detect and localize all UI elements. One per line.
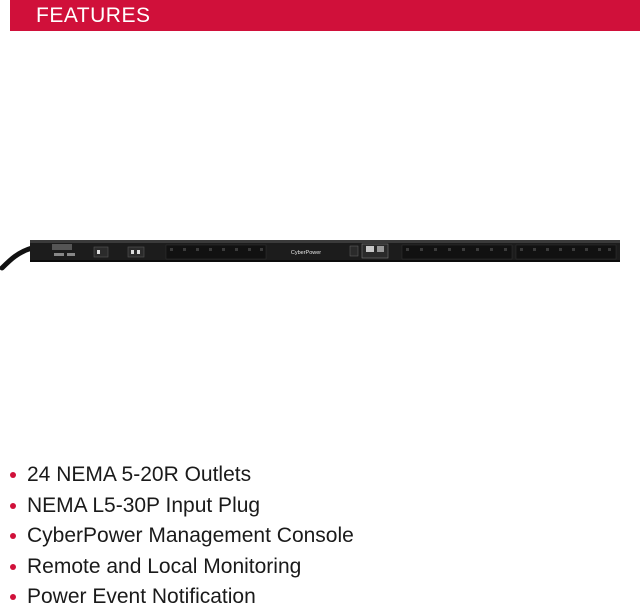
- banner-title: FEATURES: [36, 4, 151, 27]
- bullet-icon: [10, 472, 16, 478]
- brand-label: CyberPower: [290, 250, 322, 256]
- feature-item: [10, 460, 354, 491]
- feature-text: Remote and Local Monitoring: [27, 554, 302, 578]
- pdu-power-strip-image: [0, 230, 640, 280]
- feature-item: [10, 521, 354, 552]
- pdu-product-image: [0, 230, 640, 280]
- feature-text: 24 NEMA 5-20R Outlets: [27, 463, 252, 486]
- feature-item: [10, 491, 354, 522]
- bullet-icon: [10, 503, 16, 509]
- feature-text: NEMA L5-30P Input Plug: [27, 493, 261, 517]
- bullet-icon: [10, 533, 16, 539]
- feature-item: [10, 582, 354, 613]
- feature-text: Power Event Notification: [27, 585, 256, 608]
- bullet-icon: [10, 594, 16, 600]
- bullet-icon: [10, 564, 16, 570]
- features-list: [10, 460, 354, 613]
- feature-text: CyberPower Management Console: [27, 524, 354, 547]
- feature-item: [10, 552, 354, 583]
- features-banner: [10, 0, 640, 31]
